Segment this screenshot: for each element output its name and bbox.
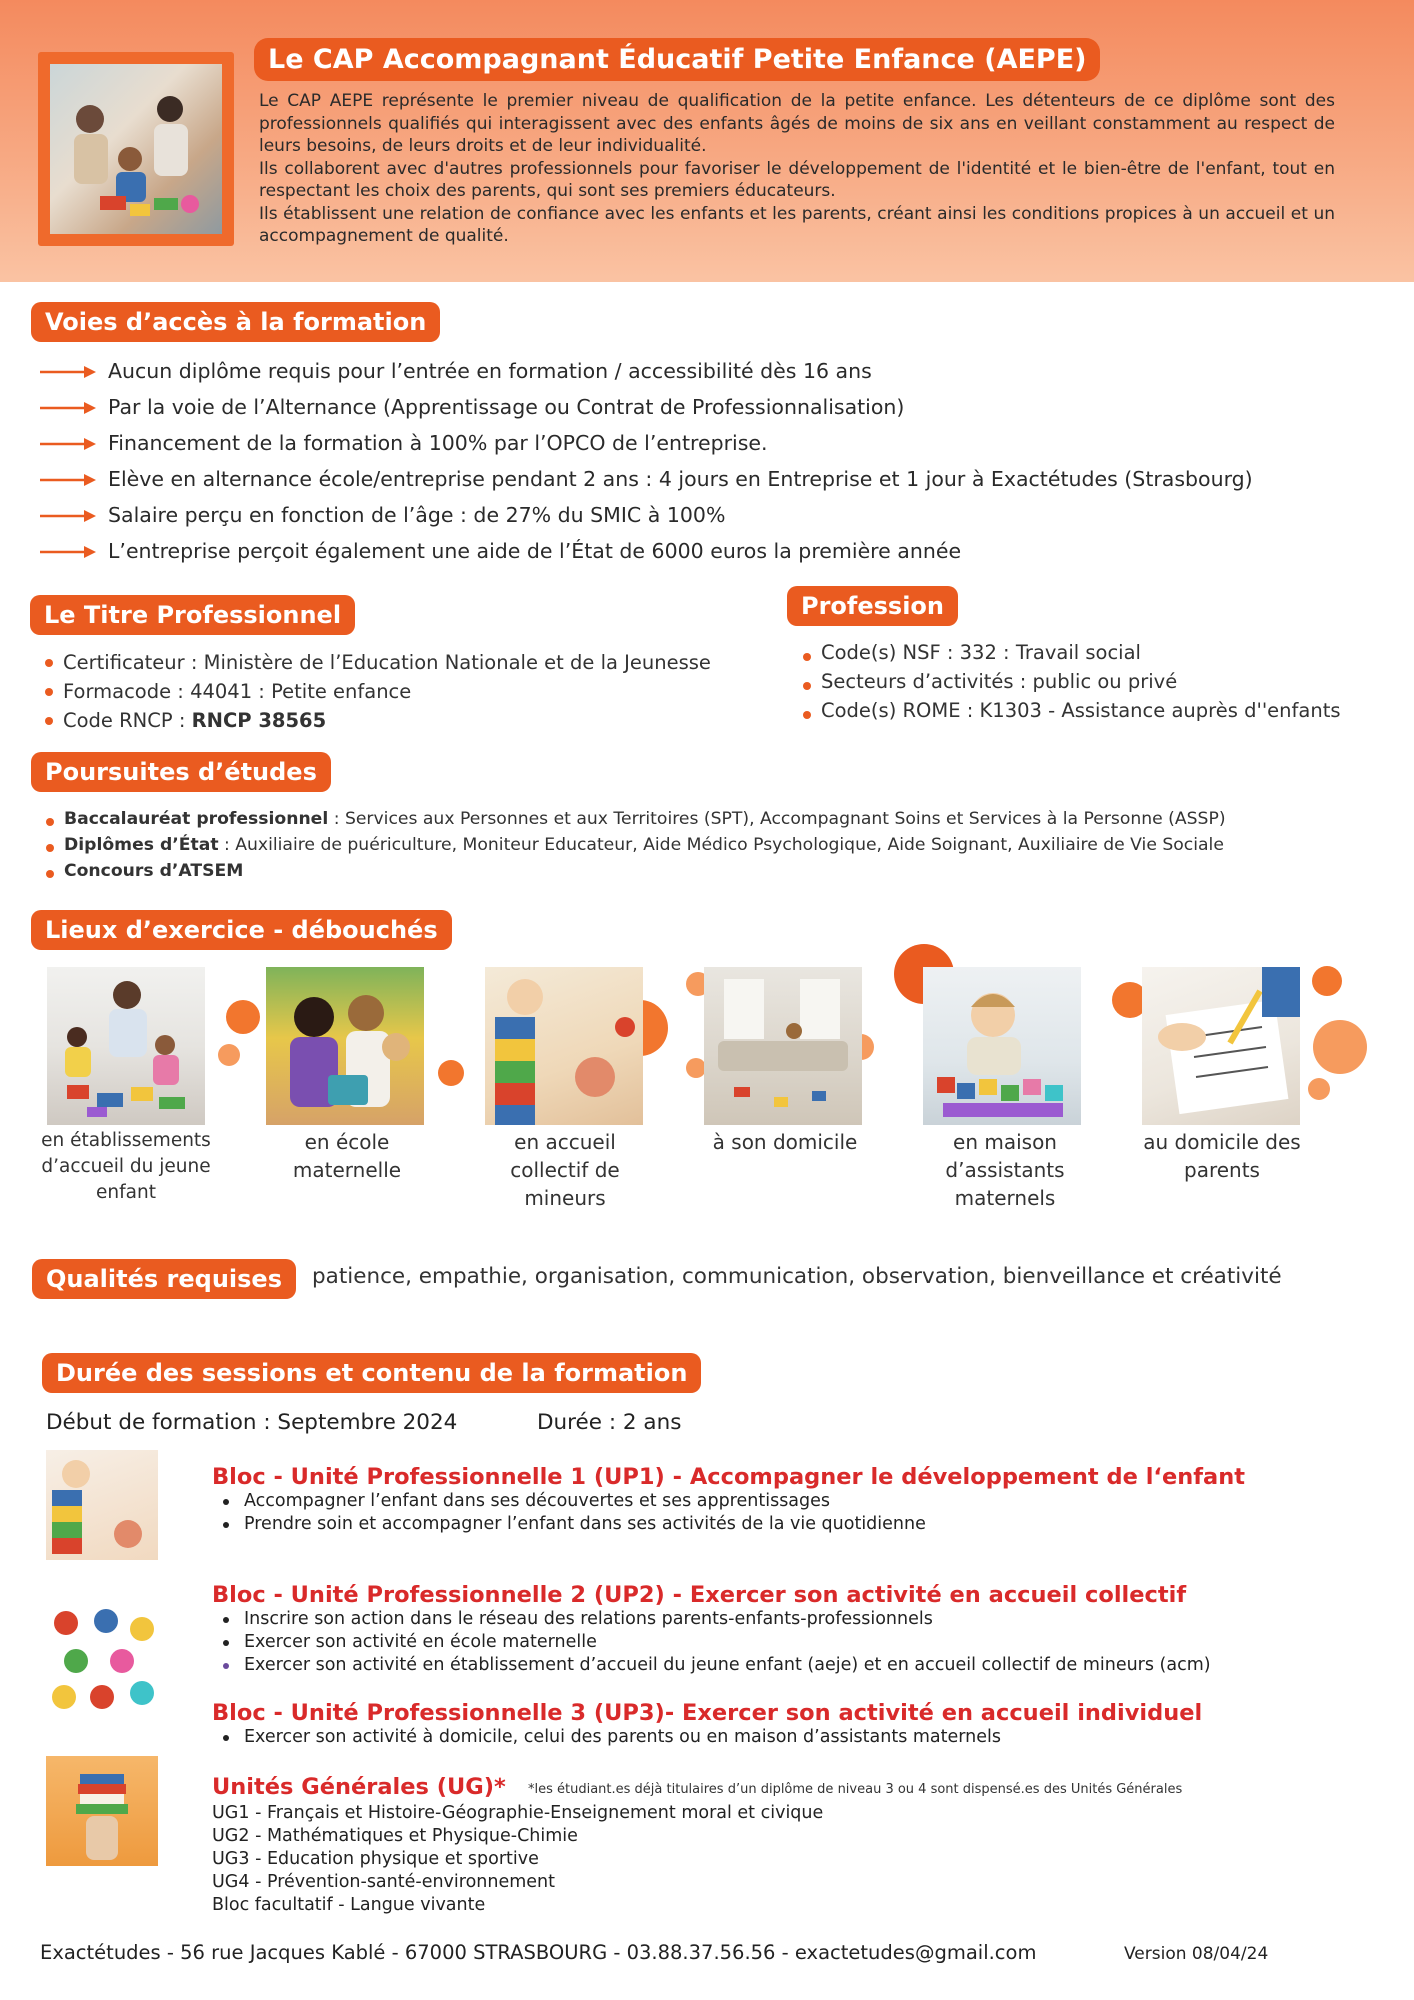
bloc1-list [212,1490,926,1536]
rncp-label: Code RNCP : [63,709,192,732]
arrow-right-icon [40,546,96,558]
section-title-profession: Profession [787,586,958,626]
bullet-dot-icon [45,717,53,725]
arrow-right-icon [40,438,96,450]
intro-paragraph: Le CAP AEPE représente le premier niveau de qualification de la petite enfance. Les détenteurs de ce diplôme sont des professionnels qualifiés qui interagissent avec des enfants âgés de moins de six ans en veillant constamment au respect de leurs besoins, de leurs droits et de leur individualité. [259,91,1335,156]
decor-bubble [1312,966,1342,996]
decor-bubble [1313,1020,1367,1074]
list-item: UG4 - Prévention-santé-environnement [212,1872,556,1892]
arrow-right-icon [40,474,96,486]
list-item [46,858,1226,884]
rncp-value: RNCP 38565 [191,709,327,732]
bloc2-title: Bloc - Unité Professionnelle 2 (UP2) - Exercer son activité en accueil collectif [212,1582,1187,1608]
bloc3-title: Bloc - Unité Professionnelle 3 (UP3)- Exercer son activité en accueil individuel [212,1700,1203,1726]
list-item [803,696,1341,725]
titre-pro-item: Formacode : 44041 : Petite enfance [63,680,412,703]
poursuites-list [46,806,1226,884]
list-item [46,806,1226,832]
bullet-dot-icon [45,659,53,667]
list-item [40,464,1400,500]
poursuite-bold: Concours d’ATSEM [64,861,244,881]
list-item [803,667,1341,696]
list-item [40,392,1400,428]
lieu-photo-acm [485,967,643,1125]
list-item: Inscrire son action dans le réseau des relations parents-enfants-professionnels [212,1608,1211,1631]
voies-item-text: Par la voie de l’Alternance (Apprentissage ou Contrat de Professionnalisation) [108,395,905,419]
poursuite-bold: Baccalauréat professionnel [64,809,329,829]
section-title-titre-pro: Le Titre Professionnel [30,595,355,635]
lieu-caption: en maison d’assistants maternels [945,1130,1065,1210]
list-item: Exercer son activité en école maternelle [212,1631,1211,1654]
intro-paragraph: Ils collaborent avec d'autres professionnels pour favoriser le développement de l'identité et le bien-être de l'enfant, tout en respectant les choix des parents, qui sont ses premiers éducateurs. [259,158,1335,201]
bloc3-list [212,1726,1001,1749]
list-item [40,536,1400,572]
lieu-photo-mam [923,967,1081,1125]
list-item: UG2 - Mathématiques et Physique-Chimie [212,1826,578,1846]
page-title: Le CAP Accompagnant Éducatif Petite Enfance (AEPE) [254,38,1100,81]
bloc2-list [212,1608,1211,1677]
decor-bubble [1308,1078,1330,1100]
titre-pro-list [45,648,711,735]
arrow-right-icon [40,510,96,522]
intro-paragraph: Ils établissent une relation de confiance avec les enfants et les parents, créant ainsi les conditions propices à un accueil et un accompagnement de qualité. [259,203,1335,246]
list-item [40,356,1400,392]
intro-text [259,90,1335,248]
bloc2-photo [46,1603,158,1713]
ug-photo [46,1756,158,1866]
poursuite-text: : Auxiliaire de puériculture, Moniteur Educateur, Aide Médico Psychologique, Aide Soignant, Auxiliaire de Vie Sociale [218,835,1224,855]
section-title-qualites: Qualités requises [32,1259,296,1299]
lieu-photo-ecole [266,967,424,1125]
decor-bubble [226,1000,260,1034]
profession-item: Code(s) ROME : K1303 - Assistance auprès d''enfants [821,699,1341,722]
lieu-photo-domicile-parents [1142,967,1300,1125]
decor-bubble [218,1044,240,1066]
decor-bubble [686,1058,706,1078]
lieu-photo-domicile [704,967,862,1125]
bullet-dot-icon [46,870,54,878]
lieu-caption: à son domicile [712,1130,858,1154]
poursuite-text: : Services aux Personnes et aux Territoires (SPT), Accompagnant Soins et Services à la Personne (ASSP) [328,809,1226,829]
voies-item-text: Elève en alternance école/entreprise pendant 2 ans : 4 jours en Entreprise et 1 jour à Exactétudes (Strasbourg) [108,467,1253,491]
titre-pro-item: Certificateur : Ministère de l’Education Nationale et de la Jeunesse [63,651,711,674]
section-title-voies: Voies d’accès à la formation [31,302,440,342]
bullet-dot-icon [803,682,811,690]
ug-note: *les étudiant.es déjà titulaires d’un diplôme de niveau 3 ou 4 sont dispensé.es des Unités Générales [528,1782,1183,1797]
profession-item: Secteurs d’activités : public ou privé [821,670,1178,693]
list-item: UG3 - Education physique et sportive [212,1849,539,1869]
list-item [40,500,1400,536]
list-item [45,706,711,735]
section-title-poursuites: Poursuites d’études [31,752,331,792]
decor-bubble [438,1060,464,1086]
duree-formation: Durée : 2 ans [537,1410,682,1435]
profession-item: Code(s) NSF : 332 : Travail social [821,641,1141,664]
bloc1-title: Bloc - Unité Professionnelle 1 (UP1) - Accompagner le développement de l‘enfant [212,1464,1245,1490]
poursuite-bold: Diplômes d’État [64,835,219,855]
list-item [803,638,1341,667]
arrow-right-icon [40,402,96,414]
list-item: Exercer son activité à domicile, celui des parents ou en maison d’assistants maternels [212,1726,1001,1749]
debut-formation: Début de formation : Septembre 2024 [46,1410,458,1435]
voies-item-text: Aucun diplôme requis pour l’entrée en formation / accessibilité dès 16 ans [108,359,872,383]
ug-title: Unités Générales (UG)* [212,1774,506,1800]
footer-contact: Exactétudes - 56 rue Jacques Kablé - 67000 STRASBOURG - 03.88.37.56.56 - exactetudes@gmail.com [40,1941,1037,1964]
profession-list [803,638,1341,725]
bullet-dot-icon [803,653,811,661]
bullet-dot-icon [46,818,54,826]
list-item [46,832,1226,858]
bullet-dot-icon [45,688,53,696]
list-item: Exercer son activité en établissement d’accueil du jeune enfant (aeje) et en accueil collectif de mineurs (acm) [212,1654,1211,1677]
voies-item-text: Financement de la formation à 100% par l’OPCO de l’entreprise. [108,431,768,455]
bullet-dot-icon [46,844,54,852]
footer-version: Version 08/04/24 [1124,1944,1269,1964]
voies-list [40,356,1400,572]
list-item: UG1 - Français et Histoire-Géographie-Enseignement moral et civique [212,1803,824,1823]
list-item: Bloc facultatif - Langue vivante [212,1895,486,1915]
list-item: Accompagner l’enfant dans ses découvertes et ses apprentissages [212,1490,926,1513]
lieu-caption: en accueil collectif de mineurs [510,1130,620,1210]
lieu-caption: en établissements d’accueil du jeune enfant [41,1130,211,1203]
voies-item-text: L’entreprise perçoit également une aide de l’État de 6000 euros la première année [108,539,962,563]
arrow-right-icon [40,366,96,378]
list-item [45,648,711,677]
header-photo [38,52,234,246]
list-item: Prendre soin et accompagner l’enfant dans ses activités de la vie quotidienne [212,1513,926,1536]
section-title-duree: Durée des sessions et contenu de la formation [42,1353,701,1393]
lieu-caption: au domicile des parents [1143,1130,1301,1182]
lieu-photo-eaje [47,967,205,1125]
lieu-caption: en école maternelle [292,1130,402,1182]
section-title-lieux: Lieux d’exercice - débouchés [31,910,452,950]
list-item [45,677,711,706]
bullet-dot-icon [803,711,811,719]
list-item [40,428,1400,464]
voies-item-text: Salaire perçu en fonction de l’âge : de 27% du SMIC à 100% [108,503,726,527]
bloc1-photo [46,1450,158,1560]
qualites-text: patience, empathie, organisation, communication, observation, bienveillance et créativité [312,1264,1282,1289]
ug-list [212,1802,823,1917]
